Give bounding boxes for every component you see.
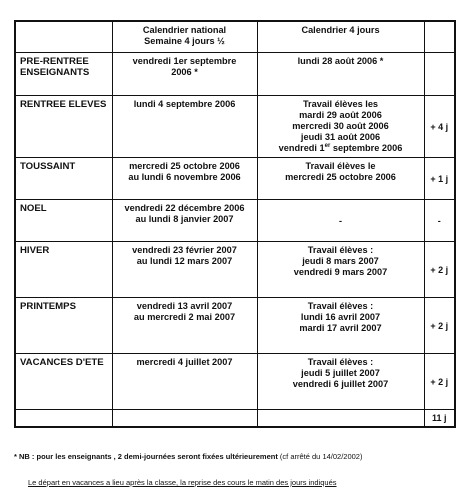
cell-text-line: Travail élèves :	[307, 245, 374, 255]
cell-text-line: mardi 29 août 2006	[299, 110, 382, 120]
four-day-date-cell	[257, 53, 424, 96]
cell-text-line: au lundi 6 novembre 2006	[128, 172, 241, 182]
cell-text-line: Travail élèves les	[302, 99, 379, 109]
cell-text-line: vendredi 1er septembre	[132, 56, 237, 66]
cell-text-line: jeudi 8 mars 2007	[302, 256, 379, 266]
cell-text-line: vendredi 9 mars 2007	[293, 267, 388, 277]
cell-text-line: au lundi 12 mars 2007	[136, 256, 233, 266]
national-date-cell	[112, 158, 257, 200]
national-date-cell	[112, 242, 257, 298]
total-empty-cell	[112, 410, 257, 428]
cell-text-line: mercredi 25 octobre 2006	[285, 172, 396, 182]
header-row	[15, 21, 455, 53]
delta-cell: + 2 j	[424, 298, 455, 354]
header-national-calendar	[112, 21, 257, 53]
row-label	[15, 298, 112, 354]
delta-cell	[424, 53, 455, 96]
cell-text-line: vendredi 23 février 2007	[132, 245, 237, 255]
cell-text-line: jeudi 5 juillet 2007	[301, 368, 380, 378]
national-date-cell	[112, 200, 257, 242]
footnote-text: * NB : pour les enseignants , 2 demi-journées seront fixées ultérieurement	[14, 452, 278, 461]
calendar-sheet	[14, 20, 454, 428]
four-day-date-cell	[257, 354, 424, 410]
calendar-table	[14, 20, 456, 428]
cell-text-line: mercredi 25 octobre 2006	[129, 161, 240, 171]
cell-text-line: PRE-RENTREE	[20, 56, 89, 67]
table-row	[15, 53, 455, 96]
cell-text-line: RENTREE ELEVES	[20, 99, 107, 110]
cell-text-line: lundi 28 août 2006 *	[297, 56, 384, 66]
row-label	[15, 96, 112, 158]
national-date-cell	[112, 96, 257, 158]
table-row	[15, 242, 455, 298]
cell-text-line: mercredi 4 juillet 2007	[136, 357, 233, 367]
cell-text-line: Semaine 4 jours ½	[144, 36, 225, 46]
cell-text-line: vendredi 1er septembre 2006	[278, 142, 403, 153]
cell-text-line: Travail élèves :	[307, 301, 374, 311]
cell-text-line: VACANCES D'ETE	[20, 357, 104, 368]
delta-cell: + 4 j	[424, 96, 455, 158]
table-row	[15, 354, 455, 410]
cell-text-line: lundi 16 avril 2007	[300, 312, 381, 322]
total-empty-cell	[15, 410, 112, 428]
cell-text-line: mardi 17 avril 2007	[299, 323, 382, 333]
departure-note: Le départ en vacances a lieu après la classe, la reprise des cours le matin des jours indiqués	[28, 478, 337, 487]
total-days-cell: 11 j	[424, 410, 455, 428]
four-day-date-cell	[257, 96, 424, 158]
cell-text-line: vendredi 22 décembre 2006	[124, 203, 245, 213]
header-empty-cell	[15, 21, 112, 53]
row-label	[15, 242, 112, 298]
cell-text-line: lundi 4 septembre 2006	[133, 99, 236, 109]
four-day-date-cell	[257, 298, 424, 354]
header-four-day-calendar	[257, 21, 424, 53]
national-date-cell	[112, 354, 257, 410]
table-row	[15, 158, 455, 200]
table-row	[15, 200, 455, 242]
cell-text-line: ENSEIGNANTS	[20, 67, 90, 78]
row-label	[15, 200, 112, 242]
row-label	[15, 354, 112, 410]
cell-text-line: PRINTEMPS	[20, 301, 76, 312]
cell-text-line: Calendrier national	[142, 25, 227, 35]
delta-cell: -	[424, 200, 455, 242]
cell-text-line: TOUSSAINT	[20, 161, 76, 172]
cell-text-line: 2006 *	[171, 67, 198, 77]
national-date-cell	[112, 298, 257, 354]
cell-text-line: jeudi 31 août 2006	[300, 132, 381, 142]
row-label	[15, 53, 112, 96]
cell-text-line: NOEL	[20, 203, 47, 214]
cell-text-line: mercredi 30 août 2006	[292, 121, 389, 131]
delta-cell: + 2 j	[424, 354, 455, 410]
cell-text-line: Travail élèves :	[307, 357, 374, 367]
cell-text-line: Travail élèves le	[305, 161, 376, 171]
cell-text-line: vendredi 13 avril 2007	[136, 301, 233, 311]
delta-cell: + 2 j	[424, 242, 455, 298]
cell-text-line: au lundi 8 janvier 2007	[135, 214, 234, 224]
four-day-date-cell: -	[257, 200, 424, 242]
four-day-date-cell	[257, 242, 424, 298]
footnote	[14, 452, 362, 461]
total-row	[15, 410, 455, 428]
national-date-cell	[112, 53, 257, 96]
cell-text-line: HIVER	[20, 245, 50, 256]
delta-cell: + 1 j	[424, 158, 455, 200]
header-delta-cell	[424, 21, 455, 53]
row-label	[15, 158, 112, 200]
four-day-date-cell	[257, 158, 424, 200]
cell-text-line: vendredi 6 juillet 2007	[292, 379, 389, 389]
footnote-reference: (cf arrêté du 14/02/2002)	[279, 452, 363, 461]
total-empty-cell	[257, 410, 424, 428]
table-row	[15, 96, 455, 158]
cell-text-line: au mercredi 2 mai 2007	[133, 312, 236, 322]
cell-text-line: Calendrier 4 jours	[301, 25, 380, 35]
table-row	[15, 298, 455, 354]
